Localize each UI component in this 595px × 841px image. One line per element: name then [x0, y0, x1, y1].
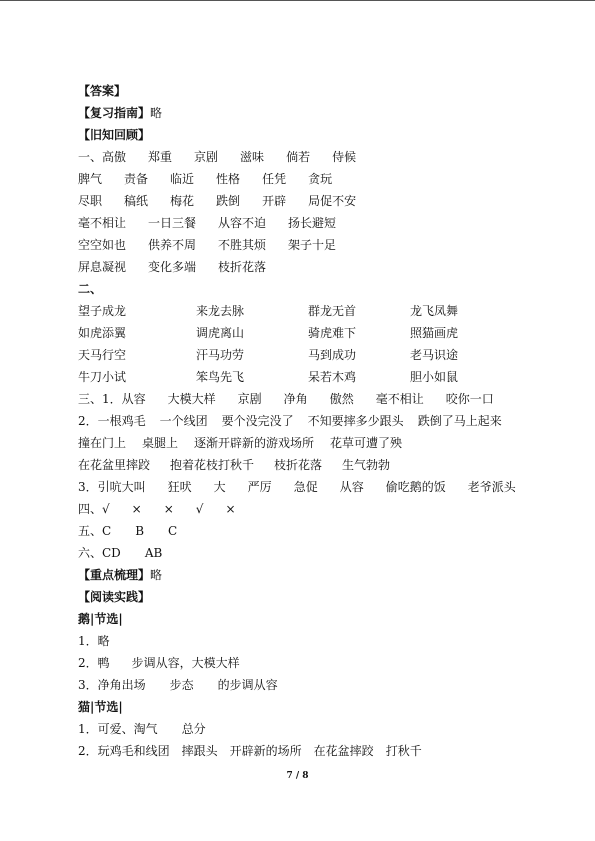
- answer-token: 1．可爱、淘气: [78, 722, 158, 736]
- answer-token: 跌倒了马上起来: [417, 414, 502, 428]
- answer-token: 不胜其烦: [218, 238, 267, 252]
- answer-token: 脾气: [78, 172, 103, 186]
- answer-token: 打秋千: [385, 744, 422, 758]
- answer-token: 咬你一口: [445, 392, 494, 406]
- idiom-cell: 如虎添翼: [78, 326, 127, 340]
- idiom-row: [78, 366, 548, 388]
- answer-token: 滋味: [240, 150, 265, 164]
- answer-line: [78, 168, 548, 190]
- idiom-cell: 胆小如鼠: [410, 370, 459, 384]
- section-heading: [78, 564, 548, 586]
- answer-token: 六、CD: [78, 546, 121, 560]
- answer-line: [78, 146, 548, 168]
- idiom-cell: 照猫画虎: [410, 326, 459, 340]
- section-heading: [78, 608, 548, 630]
- answer-token: 大模大样: [167, 392, 216, 406]
- answer-token: 摔跟头: [181, 744, 218, 758]
- idiom-row: [78, 322, 548, 344]
- answer-token: 开辟: [262, 194, 287, 208]
- idiom-cell: 牛刀小试: [78, 370, 127, 384]
- top-border-rule: [0, 0, 595, 1]
- section-heading: [78, 124, 548, 146]
- answer-token: 五、C: [78, 524, 112, 538]
- answer-token: 2．鸭: [78, 656, 110, 670]
- answer-token: 贪玩: [308, 172, 333, 186]
- answer-token: 逐渐开辟新的游戏场所: [194, 436, 315, 450]
- line-text: 二、: [78, 282, 103, 296]
- idiom-cell: 望子成龙: [78, 304, 127, 318]
- answer-token: 毫不相让: [375, 392, 424, 406]
- answer-line: [78, 190, 548, 212]
- line-text: 【旧知回顾】: [78, 128, 151, 142]
- answer-token: 一个线团: [159, 414, 208, 428]
- answer-token: 从容: [339, 480, 364, 494]
- answer-token: 生气勃勃: [342, 458, 391, 472]
- answer-token: 枝折花落: [274, 458, 323, 472]
- answer-token: 局促不安: [308, 194, 357, 208]
- idiom-cell: 马到成功: [308, 348, 357, 362]
- idiom-cell: 汗马功劳: [196, 348, 245, 362]
- idiom-cell: 群龙无首: [308, 304, 357, 318]
- line-text: 【答案】: [78, 84, 127, 98]
- answer-token: 尽职: [78, 194, 103, 208]
- answer-token: 不知要摔多少跟头: [307, 414, 404, 428]
- answer-line: [78, 498, 548, 520]
- section-heading: [78, 696, 548, 718]
- answer-token: ×: [225, 502, 236, 516]
- answer-line: [78, 674, 548, 696]
- heading-label: 【重点梳理】: [78, 568, 151, 582]
- answer-token: 花草可遭了殃: [330, 436, 403, 450]
- answer-token: ×: [131, 502, 142, 516]
- answer-token: 傲然: [329, 392, 354, 406]
- idiom-cell: 天马行空: [78, 348, 127, 362]
- answer-token: 严厉: [247, 480, 272, 494]
- answer-token: 在花盆里摔跤: [78, 458, 151, 472]
- answer-token: B: [135, 524, 145, 538]
- answer-token: 总分: [181, 722, 206, 736]
- answer-token: 在花盆摔跤: [313, 744, 374, 758]
- answer-token: 空空如也: [78, 238, 127, 252]
- answer-token: 枝折花落: [218, 260, 267, 274]
- answer-token: 临近: [170, 172, 195, 186]
- answer-token: 稿纸: [124, 194, 149, 208]
- answer-line: [78, 388, 548, 410]
- answer-token: ×: [163, 502, 174, 516]
- idiom-cell: 骑虎难下: [308, 326, 357, 340]
- answer-token: 的步调从容: [217, 678, 278, 692]
- line-text: 鹅|节选|: [78, 612, 123, 626]
- answer-token: 偷吃鹅的饭: [385, 480, 446, 494]
- answer-token: 从容不迫: [218, 216, 267, 230]
- idiom-cell: 龙飞凤舞: [410, 304, 459, 318]
- answer-token: 架子十足: [288, 238, 337, 252]
- answer-token: 侍候: [332, 150, 357, 164]
- answer-token: 老爷派头: [467, 480, 516, 494]
- answer-token: √: [195, 502, 204, 516]
- idiom-cell: 呆若木鸡: [308, 370, 357, 384]
- answer-token: C: [168, 524, 178, 538]
- page-number: 7 / 8: [286, 771, 309, 781]
- answer-token: 三、1．从容: [78, 392, 146, 406]
- idiom-row: [78, 300, 548, 322]
- answer-line: [78, 212, 548, 234]
- answer-token: 抱着花枝打秋千: [170, 458, 255, 472]
- answer-token: 变化多端: [148, 260, 197, 274]
- answer-token: 3．净角出场: [78, 678, 146, 692]
- answer-line: [78, 234, 548, 256]
- answer-token: 任凭: [262, 172, 287, 186]
- answer-token: 扬长避短: [288, 216, 337, 230]
- heading-value: 略: [150, 106, 163, 120]
- answer-token: 梅花: [170, 194, 195, 208]
- answer-token: 桌腿上: [142, 436, 179, 450]
- section-heading: [78, 102, 548, 124]
- answer-token: 2．玩鸡毛和线团: [78, 744, 170, 758]
- idiom-cell: 调虎离山: [196, 326, 245, 340]
- answer-token: 净角: [283, 392, 308, 406]
- answer-token: AB: [144, 546, 163, 560]
- answer-token: 供养不周: [148, 238, 197, 252]
- answer-token: 屏息凝视: [78, 260, 127, 274]
- answer-token: 毫不相让: [78, 216, 127, 230]
- section-heading: [78, 80, 548, 102]
- answer-line: [78, 652, 548, 674]
- answer-line: [78, 718, 548, 740]
- answer-line: [78, 410, 548, 432]
- answer-token: 四、√: [78, 502, 110, 516]
- answer-page: [78, 80, 548, 762]
- answer-token: 2．一根鸡毛: [78, 414, 146, 428]
- idiom-cell: 来龙去脉: [196, 304, 245, 318]
- answer-line: [78, 454, 548, 476]
- idiom-row: [78, 344, 548, 366]
- answer-token: 开辟新的场所: [229, 744, 302, 758]
- answer-token: 性格: [216, 172, 241, 186]
- answer-token: 3．引吭大叫: [78, 480, 146, 494]
- answer-token: 郑重: [148, 150, 173, 164]
- answer-token: 一、高傲: [78, 150, 127, 164]
- line-text: 【阅读实践】: [78, 590, 151, 604]
- heading-value: 略: [150, 568, 163, 582]
- answer-token: 步态: [169, 678, 194, 692]
- answer-token: 步调从容，大模大样: [131, 656, 240, 670]
- answer-token: 要个没完没了: [221, 414, 294, 428]
- answer-token: 狂吠: [167, 480, 192, 494]
- answer-token: 京剧: [237, 392, 262, 406]
- heading-label: 【复习指南】: [78, 106, 151, 120]
- answer-token: 一日三餐: [148, 216, 197, 230]
- answer-token: 京剧: [194, 150, 219, 164]
- answer-token: 撞在门上: [78, 436, 127, 450]
- section-heading: [78, 278, 548, 300]
- answer-line: [78, 432, 548, 454]
- answer-token: 责备: [124, 172, 149, 186]
- answer-line: [78, 476, 548, 498]
- answer-line: [78, 520, 548, 542]
- answer-line: [78, 740, 548, 762]
- answer-token: 1．略: [78, 634, 110, 648]
- answer-token: 急促: [293, 480, 318, 494]
- section-heading: [78, 586, 548, 608]
- answer-token: 大: [213, 480, 226, 494]
- line-text: 猫|节选|: [78, 700, 123, 714]
- answer-token: 倘若: [286, 150, 311, 164]
- idiom-cell: 老马识途: [410, 348, 459, 362]
- answer-line: [78, 256, 548, 278]
- answer-line: [78, 542, 548, 564]
- answer-token: 跌倒: [216, 194, 241, 208]
- answer-line: [78, 630, 548, 652]
- idiom-cell: 笨鸟先飞: [196, 370, 245, 384]
